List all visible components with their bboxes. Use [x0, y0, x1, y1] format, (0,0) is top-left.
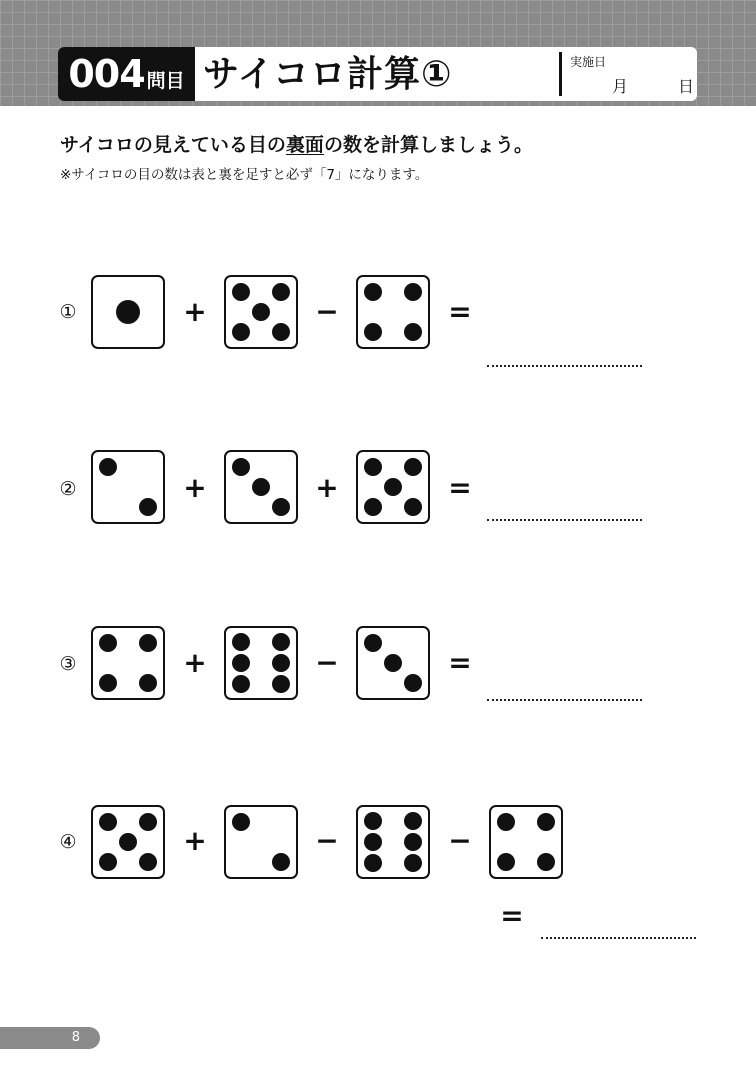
- die: [356, 450, 430, 524]
- operator: −: [448, 824, 472, 857]
- die: [91, 450, 165, 524]
- die-pip: [232, 283, 250, 301]
- operator: +: [183, 824, 207, 857]
- die-pip: [497, 853, 515, 871]
- operator: +: [183, 295, 207, 328]
- problem-label-2: ②: [59, 478, 77, 500]
- die-pip: [404, 323, 422, 341]
- die-pip: [99, 634, 117, 652]
- die-pip: [139, 853, 157, 871]
- problem-label-1: ①: [59, 301, 77, 323]
- die-pip: [404, 498, 422, 516]
- die-pip: [99, 813, 117, 831]
- die-pip: [272, 675, 290, 693]
- die-pip: [232, 675, 250, 693]
- die-pip: [99, 853, 117, 871]
- instruction-text: [60, 130, 533, 157]
- die: [356, 805, 430, 879]
- die: [224, 450, 298, 524]
- die-pip: [364, 634, 382, 652]
- die-pip: [404, 812, 422, 830]
- answer-field-2[interactable]: [487, 513, 642, 521]
- die: [91, 275, 165, 349]
- date-label: 実施日: [570, 55, 607, 69]
- die-pip: [364, 498, 382, 516]
- operator: +: [183, 646, 207, 679]
- die: [224, 626, 298, 700]
- die-pip: [272, 283, 290, 301]
- die-pip: [537, 813, 555, 831]
- die-pip: [272, 654, 290, 672]
- answer-field-1[interactable]: [487, 359, 642, 367]
- die-pip: [116, 300, 140, 324]
- instruction-after: の数を計算しましょう。: [323, 134, 533, 156]
- equals-sign: =: [448, 471, 472, 504]
- die-pip: [139, 634, 157, 652]
- die-pip: [272, 323, 290, 341]
- date-field[interactable]: [559, 52, 694, 96]
- die-pip: [384, 478, 402, 496]
- operator: +: [183, 471, 207, 504]
- die-pip: [99, 674, 117, 692]
- die-pip: [364, 854, 382, 872]
- die-pip: [252, 478, 270, 496]
- die-pip: [404, 833, 422, 851]
- die-pip: [497, 813, 515, 831]
- operator: +: [315, 471, 339, 504]
- problem-label-3: ③: [59, 653, 77, 675]
- instruction-before: サイコロの見えている目の: [60, 134, 286, 156]
- die: [224, 275, 298, 349]
- die-pip: [272, 633, 290, 651]
- die-pip: [364, 458, 382, 476]
- day-label: 日: [678, 77, 695, 96]
- die-pip: [364, 812, 382, 830]
- operator: −: [315, 295, 339, 328]
- page-number: 8: [0, 1027, 100, 1049]
- die-pip: [139, 674, 157, 692]
- die-pip: [272, 853, 290, 871]
- die-pip: [139, 813, 157, 831]
- equals-sign: =: [448, 295, 472, 328]
- die-pip: [232, 458, 250, 476]
- die-pip: [404, 854, 422, 872]
- die-pip: [364, 833, 382, 851]
- note-text: ※サイコロの目の数は表と裏を足すと必ず「7」になります。: [60, 167, 429, 183]
- die-pip: [232, 654, 250, 672]
- die-pip: [364, 283, 382, 301]
- die: [489, 805, 563, 879]
- die: [91, 805, 165, 879]
- month-label: 月: [612, 77, 629, 96]
- die-pip: [232, 633, 250, 651]
- die-pip: [232, 323, 250, 341]
- die-pip: [404, 674, 422, 692]
- operator: −: [315, 824, 339, 857]
- page-title: サイコロ計算①: [203, 54, 453, 95]
- die: [356, 626, 430, 700]
- die-pip: [119, 833, 137, 851]
- die-pip: [99, 458, 117, 476]
- answer-field-4[interactable]: [541, 931, 696, 939]
- die-pip: [404, 283, 422, 301]
- die-pip: [537, 853, 555, 871]
- problem-label-4: ④: [59, 831, 77, 853]
- die: [224, 805, 298, 879]
- die: [356, 275, 430, 349]
- equals-sign: =: [448, 646, 472, 679]
- die: [91, 626, 165, 700]
- die-pip: [404, 458, 422, 476]
- die-pip: [139, 498, 157, 516]
- die-pip: [384, 654, 402, 672]
- instruction-emphasis: 裏面: [285, 134, 324, 156]
- die-pip: [232, 813, 250, 831]
- die-pip: [252, 303, 270, 321]
- operator: −: [315, 646, 339, 679]
- answer-field-3[interactable]: [487, 693, 642, 701]
- problem-number-suffix: 問目: [146, 70, 185, 92]
- problem-number: 004: [68, 52, 145, 96]
- die-pip: [364, 323, 382, 341]
- problem-number-badge: [58, 47, 195, 101]
- die-pip: [272, 498, 290, 516]
- equals-sign: =: [500, 899, 524, 932]
